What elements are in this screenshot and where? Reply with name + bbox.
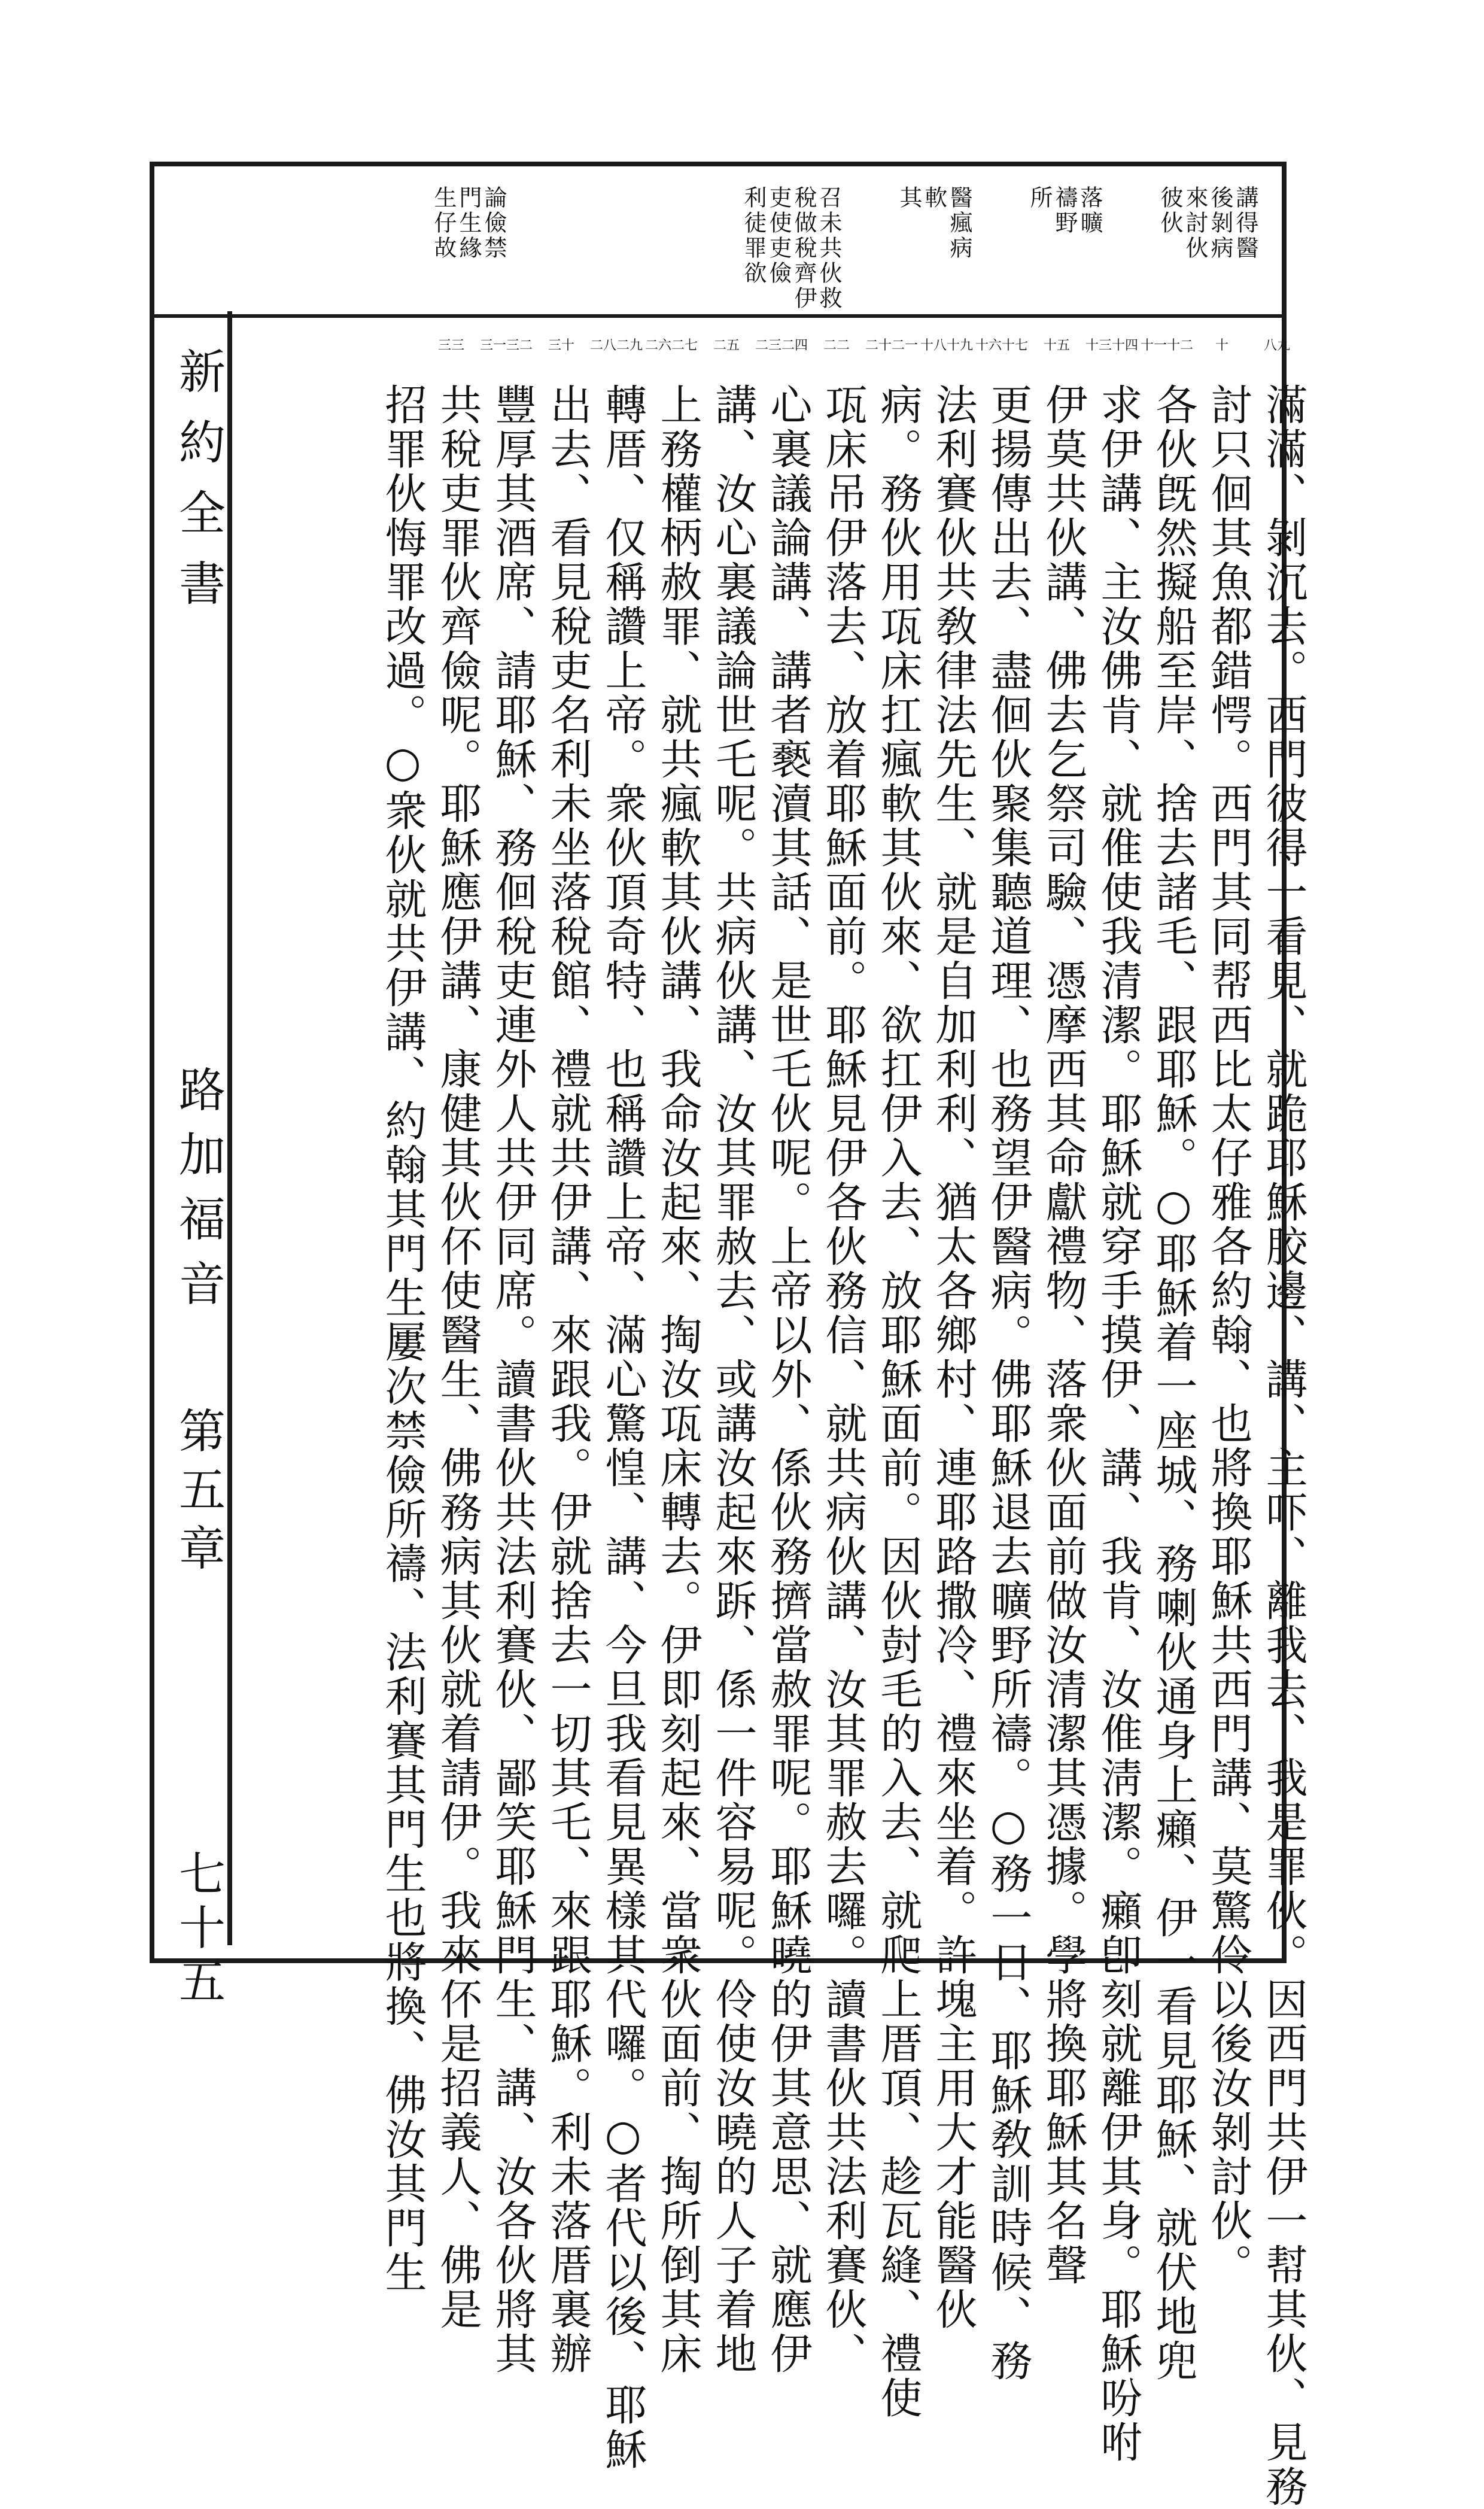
text-column: 招罪伙悔罪改過。○衆伙就共伊講、約翰其門生屢次禁儉所禱、法利賽其門生也將換、佛汝其門生	[378, 383, 427, 2295]
text-column: 求伊講、主汝佛肯、就倠使我清潔。耶穌就穿手摸伊、講、我肯、汝倠淸潔。癩卽刻就離伊其身。耶穌吩咐	[1094, 383, 1143, 2465]
note-line: 軟	[921, 186, 947, 211]
verse-number: 十	[1215, 338, 1228, 353]
verse-number: 二八二九	[589, 338, 643, 353]
text-column: 更揚傳出去、盡佪伙聚集聽道理、也務望伊醫病。佛耶穌退去曠野所禱。○務一日、耶穌敎訓時候、務	[984, 383, 1033, 2383]
note-group	[898, 186, 971, 305]
verse-number: 十一十二	[1140, 338, 1193, 353]
notes-divider	[154, 314, 1282, 318]
note-line: 講得醫	[1232, 186, 1258, 261]
header-notes	[384, 186, 1258, 311]
note-line: 禱野	[1051, 186, 1078, 236]
text-column: 出去、看見稅吏名利未坐落稅館、禮就共伊講、來跟我。伊就捨去一切其乇、來跟耶穌。利未落厝裏辦	[543, 383, 592, 2376]
verse-number: 二十二一	[865, 338, 918, 353]
note-line: 論儉禁	[481, 186, 507, 261]
note-line: 落曠	[1076, 186, 1103, 236]
note-line: 醫瘋病	[946, 186, 972, 261]
text-column: 各伙旣然擬船至岸、捨去諸毛、跟耶穌。○耶穌着一座城、務喇伙通身上癩、伊一看見耶穌、就伏地兜	[1149, 383, 1198, 2383]
note-line: 其	[896, 186, 922, 211]
main-text	[369, 383, 1308, 2509]
note-line: 門生緣	[455, 186, 482, 261]
book-name: 路加福音	[171, 1065, 225, 1324]
text-column: 轉厝、仅稱讚上帝。衆伙頂奇特、也稱讚上帝、滿心驚惶、講、今旦我看見異樣其代囉。○者代以後、耶穌	[598, 383, 647, 2472]
note-line: 召未共伙救	[816, 186, 842, 311]
note-line: 彼伙	[1157, 186, 1183, 236]
verse-number: 十八十九	[920, 338, 973, 353]
note-line: 所	[1026, 186, 1053, 211]
text-column: 病。務伙用瓨床扛瘋軟其伙來、欲扛伊入去、放耶穌面前。因伙尌毛的入去、就爬上厝頂、趁瓦縫、禮使	[874, 383, 923, 2420]
note-group	[740, 186, 842, 311]
note-line: 後剝病	[1207, 186, 1233, 261]
verse-number: 三一三二	[479, 338, 533, 353]
note-group	[432, 186, 505, 305]
verse-number: 二六二七	[644, 338, 698, 353]
text-column: 心裏議論講、講者褻瀆其話、是世乇伙呢。上帝以外、係伙務擠當赦罪呢。耶穌曉的伊其意思、就應伊	[764, 383, 813, 2376]
verse-number: 八九	[1263, 338, 1290, 353]
text-column: 滿滿、剝沉去。西門彼得一看見、就跪耶穌胶邊、講、主吓、離我去、我是罪伙。因西門共伊一幇其伙、見務	[1259, 383, 1308, 2509]
note-line: 生仔故	[430, 186, 457, 261]
text-column: 上務權柄赦罪、就共瘋軟其伙講、我命汝起來、掏汝瓨床轉去。伊即刻起來、當衆伙面前、掏所倒其床	[653, 383, 703, 2376]
verse-number: 十五	[1043, 338, 1070, 353]
book-collection-title: 新約全書	[171, 347, 225, 630]
note-group	[1028, 186, 1101, 305]
text-column: 瓨床吊伊落去、放着耶穌面前。耶穌見伊各伙務信、就共病伙講、汝其罪赦去囉。讀書伙共法利賽伙、	[819, 383, 868, 2376]
note-line: 利徒罪欲	[740, 186, 767, 286]
note-line: 吏使吏儉	[765, 186, 792, 286]
verse-number: 二三二四	[755, 338, 808, 353]
text-column: 講、汝心裏議論世乇呢。共病伙講、汝其罪赦去、或講汝起來跅、係一件容易呢。伶使汝曉的人子着地	[708, 383, 758, 2376]
note-line: 來討伙	[1182, 186, 1208, 261]
note-line: 稅做稅齊伊	[790, 186, 817, 311]
text-column: 討只佪其魚都錯愕。西門其同帮西比太仔雅各約翰、也將換耶穌共西門講、莫驚伶以後汝剝討伙。	[1204, 383, 1253, 2288]
text-column: 法利賽伙共敎律法先生、就是自加利利、猶太各鄉村、連耶路撒冷、禮來坐着。許塊主用大才能醫伙	[929, 383, 978, 2332]
page-number: 七十五	[171, 1849, 225, 2011]
text-column: 共稅吏罪伙齊儉呢。耶穌應伊講、康健其伙伓使醫生、佛務病其伙就着請伊。我來伓是招義人、佛是	[433, 383, 482, 2332]
verse-number: 二五	[713, 338, 740, 353]
verse-number: 三十	[548, 338, 574, 353]
verse-number: 三三	[437, 338, 464, 353]
verse-number-band	[424, 335, 1304, 377]
text-column: 豐厚其酒席、請耶穌、務佪稅吏連外人共伊同席。讀書伙共法利賽伙、鄙笑耶穌門生、講、汝各伙將其	[488, 383, 537, 2376]
verse-number: 二二	[823, 338, 850, 353]
running-header	[159, 335, 225, 2011]
verse-number: 十六十七	[975, 338, 1028, 353]
verse-number: 十三十四	[1085, 338, 1138, 353]
note-group	[1158, 186, 1257, 305]
chapter-label: 第五章	[171, 1407, 225, 1582]
text-column: 伊莫共伙講、佛去乞祭司驗、憑摩西其命獻禮物、落衆伙面前做汝清潔其憑據。學將換耶穌其名聲	[1039, 383, 1088, 2288]
